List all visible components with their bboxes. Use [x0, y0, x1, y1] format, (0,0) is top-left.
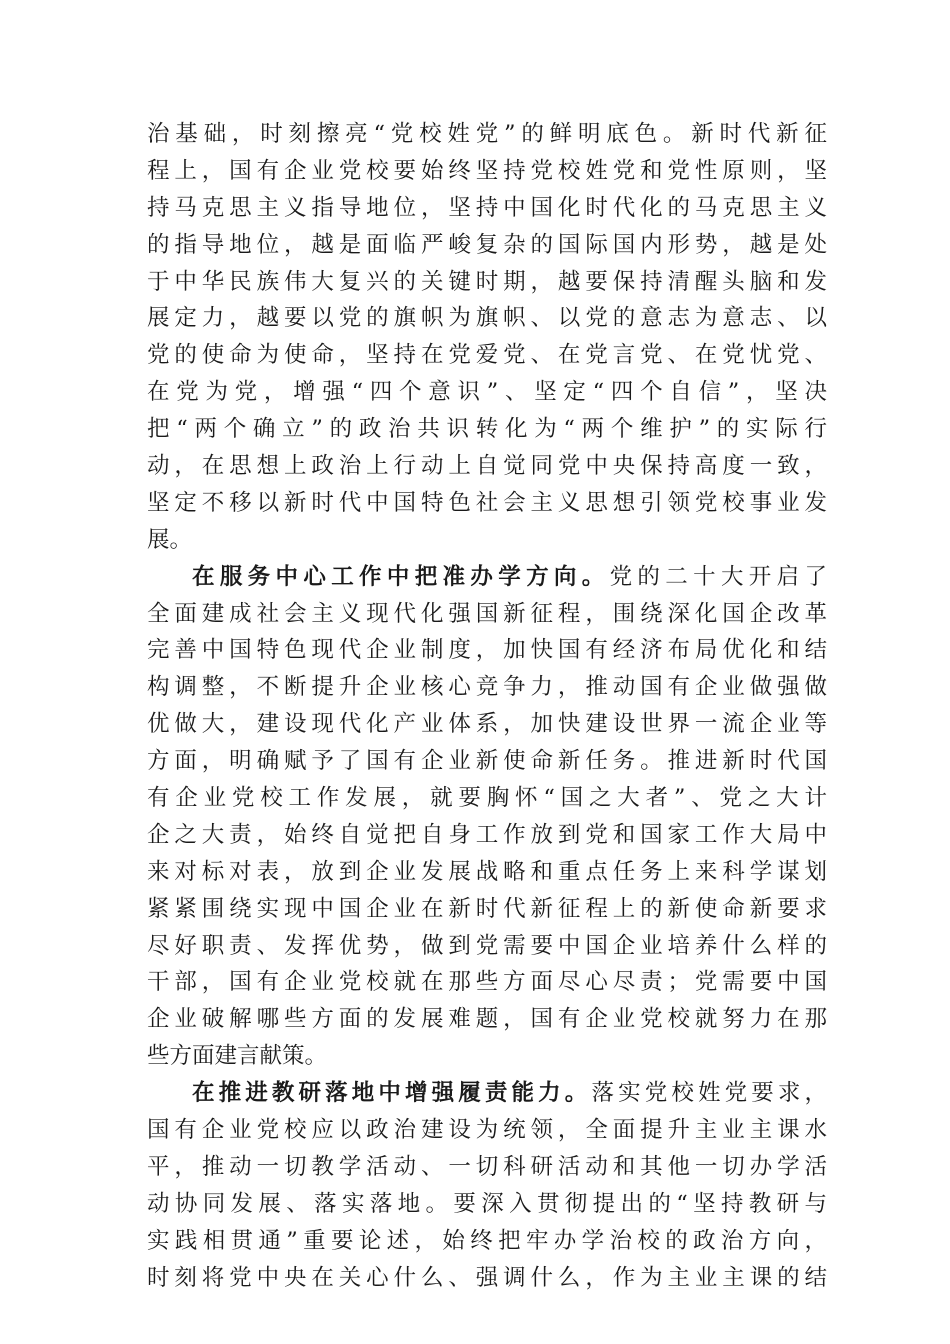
paragraph [147, 116, 827, 559]
text-line: 企之大责，始终自觉把自身工作放到党和国家工作大局中 [147, 821, 827, 848]
text-line: 于中华民族伟大复兴的关键时期，越要保持清醒头脑和发 [147, 268, 827, 295]
text-line: 实践相贯通”重要论述，始终把牢办学治校的政治方向， [147, 1227, 827, 1254]
text-line: 全面建成社会主义现代化强国新征程，围绕深化国企改革 [147, 600, 827, 627]
text-line: 在党为党，增强“四个意识”、坚定“四个自信”，坚决 [147, 379, 827, 406]
text-line: 尽好职责、发挥优势，做到党需要中国企业培养什么样的 [147, 932, 827, 959]
text-line: 持马克思主义指导地位，坚持中国化时代化的马克思主义 [147, 194, 827, 221]
text-run: 党的二十大开启了 [609, 563, 827, 590]
text-line: 把“两个确立”的政治共识转化为“两个维护”的实际行 [147, 416, 827, 443]
text-line: 国有企业党校应以政治建设为统领，全面提升主业主课水 [147, 1117, 827, 1144]
text-line: 的指导地位，越是面临严峻复杂的国际国内形势，越是处 [147, 231, 827, 258]
text-line: 企业破解哪些方面的发展难题，国有企业党校就努力在那 [147, 1006, 827, 1033]
text-line: 展定力，越要以党的旗帜为旗帜、以党的意志为意志、以 [147, 305, 827, 332]
text-line: 些方面建言献策。 [147, 1043, 328, 1070]
text-line: 完善中国特色现代企业制度，加快国有经济布局优化和结 [147, 637, 827, 664]
text-line: 有企业党校工作发展，就要胸怀“国之大者”、党之大计 [147, 785, 827, 812]
text-line: 动，在思想上政治上行动上自觉同党中央保持高度一致， [147, 453, 827, 480]
text-line: 干部，国有企业党校就在那些方面尽心尽责；党需要中国 [147, 969, 827, 996]
text-line: 动协同发展、落实落地。要深入贯彻提出的“坚持教研与 [147, 1190, 827, 1217]
text-line [147, 559, 827, 596]
text-line [147, 1075, 827, 1112]
text-line: 程上，国有企业党校要始终坚持党校姓党和党性原则，坚 [147, 157, 827, 184]
paragraph-heading: 在推进教研落地中增强履责能力。 [192, 1080, 592, 1107]
text-line: 来对标对表，放到企业发展战略和重点任务上来科学谋划 [147, 858, 827, 885]
text-line: 紧紧围绕实现中国企业在新时代新征程上的新使命新要求 [147, 895, 827, 922]
text-line: 党的使命为使命，坚持在党爱党、在党言党、在党忧党、 [147, 342, 827, 369]
text-line: 优做大，建设现代化产业体系，加快建设世界一流企业等 [147, 711, 827, 738]
text-run: 落实党校姓党要求， [591, 1080, 827, 1107]
body-text [147, 116, 827, 1297]
text-line: 平，推动一切教学活动、一切科研活动和其他一切办学活 [147, 1153, 827, 1180]
paragraph-heading: 在服务中心工作中把准办学方向。 [192, 563, 610, 590]
paragraph [147, 1075, 827, 1296]
paragraph [147, 559, 827, 1075]
text-line: 方面，明确赋予了国有企业新使命新任务。推进新时代国 [147, 748, 827, 775]
text-line: 坚定不移以新时代中国特色社会主义思想引领党校事业发 [147, 489, 827, 516]
text-line: 构调整，不断提升企业核心竞争力，推动国有企业做强做 [147, 674, 827, 701]
text-line: 时刻将党中央在关心什么、强调什么，作为主业主课的结 [147, 1264, 827, 1291]
text-line: 治基础，时刻擦亮“党校姓党”的鲜明底色。新时代新征 [147, 121, 827, 147]
text-line: 展。 [147, 526, 193, 553]
